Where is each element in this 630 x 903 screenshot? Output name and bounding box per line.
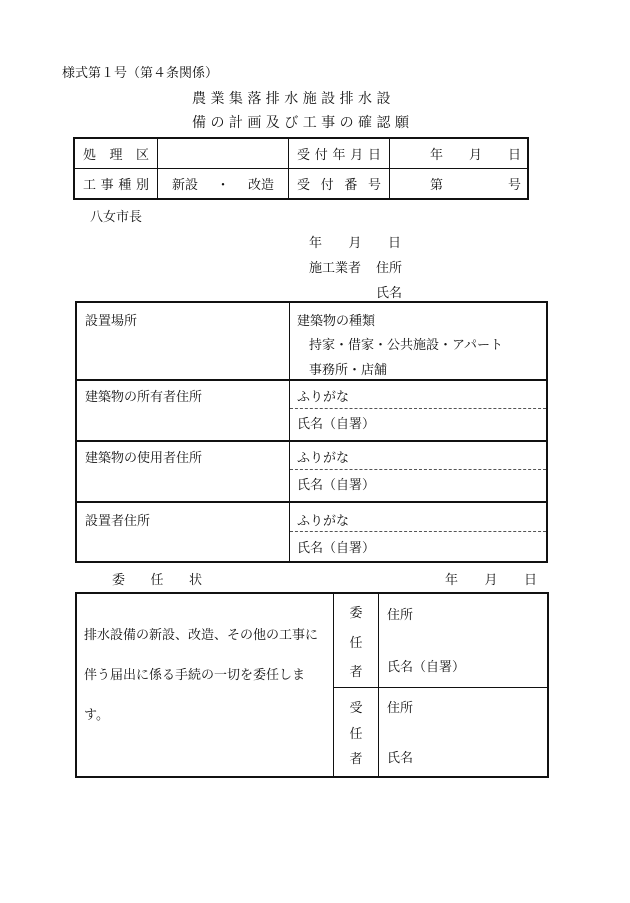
- details-box: [75, 301, 548, 563]
- form-number: 様式第１号（第４条関係）: [62, 66, 219, 81]
- delegatee-address-label: 住所: [387, 701, 414, 716]
- installer-furigana-label: ふりがな: [297, 514, 350, 529]
- user-address-label: 建築物の使用者住所: [85, 451, 203, 466]
- contractor-address-label: 住所: [376, 261, 403, 276]
- user-furigana-label: ふりがな: [297, 451, 350, 466]
- delegation-date: 年 月 日: [445, 573, 537, 588]
- delegation-text-3: す。: [84, 708, 109, 723]
- title-line-1: 農 業 集 落 排 水 施 設 排 水 設: [192, 91, 391, 107]
- contractor-label: 施工業者: [309, 261, 362, 276]
- installer-name-label: 氏名（自署）: [297, 541, 376, 556]
- processing-district-label: 処 理 区: [74, 138, 158, 169]
- contractor-name-label: 氏名: [376, 286, 403, 301]
- delegation-text-1: 排水設備の新設、改造、その他の工事に: [84, 628, 319, 643]
- location-field[interactable]: [77, 329, 287, 377]
- work-type-field[interactable]: 新設 ・ 改造: [158, 169, 289, 200]
- receipt-date-label: 受 付 年 月 日: [289, 138, 390, 169]
- receipt-number-field[interactable]: 第 号: [390, 169, 529, 200]
- owner-name-label: 氏名（自署）: [297, 417, 376, 432]
- location-label: 設置場所: [85, 314, 138, 329]
- building-type-label: 建築物の種類: [297, 314, 376, 329]
- installer-address-label: 設置者住所: [85, 514, 151, 529]
- owner-address-label: 建築物の所有者住所: [85, 390, 203, 405]
- delegation-title: 委 任 状: [112, 573, 202, 588]
- receipt-number-label: 受 付 番 号: [289, 169, 390, 200]
- applicant-date: 年 月 日: [309, 236, 401, 251]
- work-type-label: 工 事 種 別: [74, 169, 158, 200]
- office-use-table: [73, 137, 529, 200]
- owner-furigana-label: ふりがな: [297, 390, 350, 405]
- delegator-address-label: 住所: [387, 608, 414, 623]
- title-line-2: 備 の 計 画 及 び 工 事 の 確 認 願: [192, 115, 409, 131]
- delegator-name-label: 氏名（自署）: [387, 660, 466, 675]
- building-types-options-1[interactable]: 持家・借家・公共施設・アパート: [309, 338, 503, 353]
- building-types-options-2[interactable]: 事務所・店舗: [309, 363, 388, 378]
- receipt-date-field[interactable]: 年 月 日: [390, 138, 529, 169]
- delegatee-name-label: 氏名: [387, 751, 414, 766]
- delegator-label: 委 任 者: [349, 606, 363, 680]
- delegation-box: [75, 592, 549, 778]
- delegatee-label: 受 任 者: [349, 701, 363, 767]
- addressee: 八女市長: [90, 210, 143, 225]
- processing-district-field[interactable]: [158, 138, 289, 169]
- delegation-text-2: 伴う届出に係る手続の一切を委任しま: [84, 668, 306, 683]
- user-name-label: 氏名（自署）: [297, 478, 376, 493]
